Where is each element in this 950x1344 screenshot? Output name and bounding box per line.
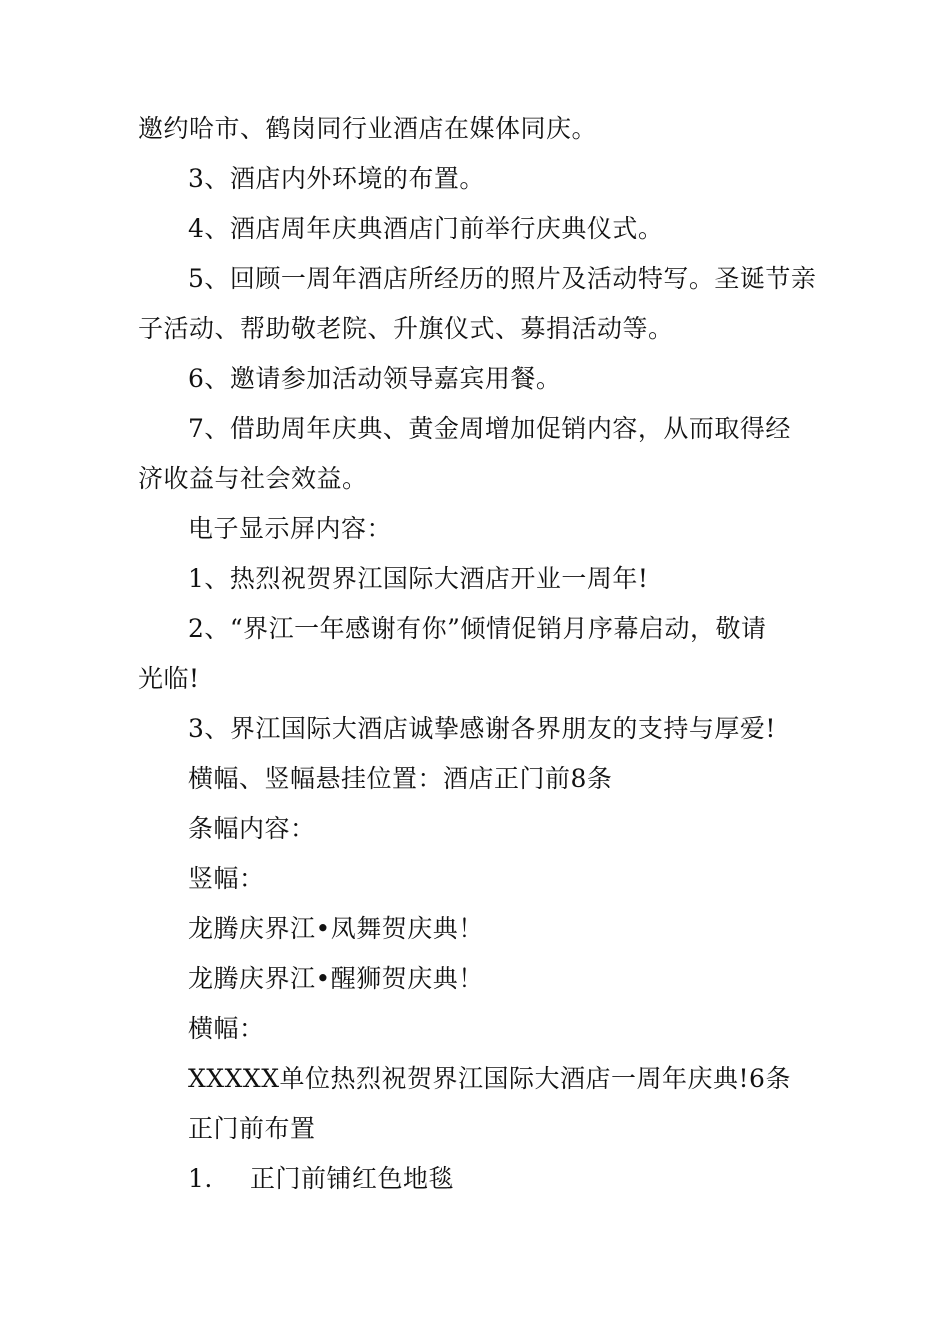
- paragraph-line: 2、“界江一年感谢有你”倾情促销月序幕启动，敬请: [188, 614, 767, 643]
- paragraph-line: 龙腾庆界江•醒狮贺庆典！: [188, 964, 484, 993]
- paragraph-line: 3、界江国际大酒店诚挚感谢各界朋友的支持与厚爱!: [188, 714, 776, 743]
- paragraph-line: 6、邀请参加活动领导嘉宾用餐。: [188, 364, 562, 393]
- list-item-text: 正门前铺红色地毯: [250, 1164, 455, 1193]
- paragraph-line: 4、酒店周年庆典酒店门前举行庆典仪式。: [188, 214, 664, 243]
- paragraph-line: 济收益与社会效益。: [138, 464, 368, 493]
- list-item: [188, 1162, 878, 1196]
- paragraph-line: 邀约哈市、鹤岗同行业酒店在媒体同庆。: [138, 114, 598, 143]
- list-item-number: 1.: [188, 1164, 213, 1193]
- paragraph-line: XXXXX单位热烈祝贺界江国际大酒店一周年庆典!6条: [188, 1064, 791, 1093]
- section-heading: 电子显示屏内容：: [188, 514, 393, 543]
- paragraph-line: 1、热烈祝贺界江国际大酒店开业一周年!: [188, 564, 649, 593]
- paragraph-line: 5、回顾一周年酒店所经历的照片及活动特写。圣诞节亲: [188, 264, 817, 293]
- paragraph-line: 3、酒店内外环境的布置。: [188, 164, 485, 193]
- section-heading: 横幅：: [188, 1014, 265, 1043]
- section-heading: 竖幅：: [188, 864, 265, 893]
- paragraph-line: 龙腾庆界江•凤舞贺庆典！: [188, 914, 484, 943]
- paragraph-line: 7、借助周年庆典、黄金周增加促销内容，从而取得经: [188, 414, 791, 443]
- section-heading: 正门前布置: [188, 1114, 316, 1143]
- paragraph-line: 子活动、帮助敬老院、升旗仪式、募捐活动等。: [138, 314, 674, 343]
- section-heading: 条幅内容：: [188, 814, 316, 843]
- paragraph-line: 光临!: [138, 664, 200, 693]
- paragraph-line: 横幅、竖幅悬挂位置：酒店正门前8条: [188, 764, 613, 793]
